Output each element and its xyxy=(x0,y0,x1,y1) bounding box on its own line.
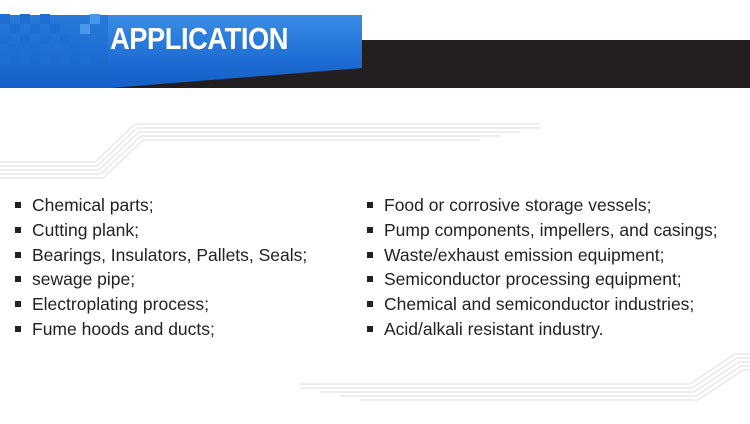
list-item xyxy=(366,317,750,342)
square-bullet-icon xyxy=(15,301,21,307)
list-item-text: Waste/exhaust emission equipment; xyxy=(384,244,665,265)
list-item xyxy=(14,292,359,317)
square-bullet-icon xyxy=(15,202,21,208)
list-item xyxy=(366,292,750,317)
left-application-list xyxy=(14,193,359,342)
list-item-text: Chemical parts; xyxy=(32,195,154,215)
list-item-text: Acid/alkali resistant industry. xyxy=(384,318,604,339)
square-bullet-icon xyxy=(367,276,373,282)
list-item xyxy=(366,218,750,243)
square-bullet-icon xyxy=(15,227,21,233)
list-item-text: Semiconductor processing equipment; xyxy=(384,269,682,290)
list-item xyxy=(366,243,750,268)
checkerboard-icon xyxy=(0,14,110,64)
square-bullet-icon xyxy=(367,227,373,233)
square-bullet-icon xyxy=(15,326,21,332)
list-item xyxy=(14,218,359,243)
square-bullet-icon xyxy=(367,326,373,332)
list-item xyxy=(366,267,750,292)
list-item-text: Bearings, Insulators, Pallets, Seals; xyxy=(32,244,308,265)
list-item xyxy=(14,317,359,342)
list-item-text: sewage pipe; xyxy=(32,269,136,290)
list-item xyxy=(14,243,359,268)
right-application-list xyxy=(366,193,750,342)
list-item-text: Chemical and semiconductor industries; xyxy=(384,294,695,315)
list-item-text: Fume hoods and ducts; xyxy=(32,318,215,339)
list-item xyxy=(14,193,359,218)
square-bullet-icon xyxy=(15,252,21,258)
square-bullet-icon xyxy=(367,202,373,208)
square-bullet-icon xyxy=(367,301,373,307)
list-item xyxy=(14,267,359,292)
list-item-text: Electroplating process; xyxy=(32,294,210,315)
list-item xyxy=(366,193,750,218)
square-bullet-icon xyxy=(15,276,21,282)
list-item-text: Pump components, impellers, and casings; xyxy=(384,219,718,240)
square-bullet-icon xyxy=(367,252,373,258)
list-item-text: Food or corrosive storage vessels; xyxy=(384,195,652,215)
page-title: APPLICATION xyxy=(110,21,289,56)
list-item-text: Cutting plank; xyxy=(32,219,140,240)
